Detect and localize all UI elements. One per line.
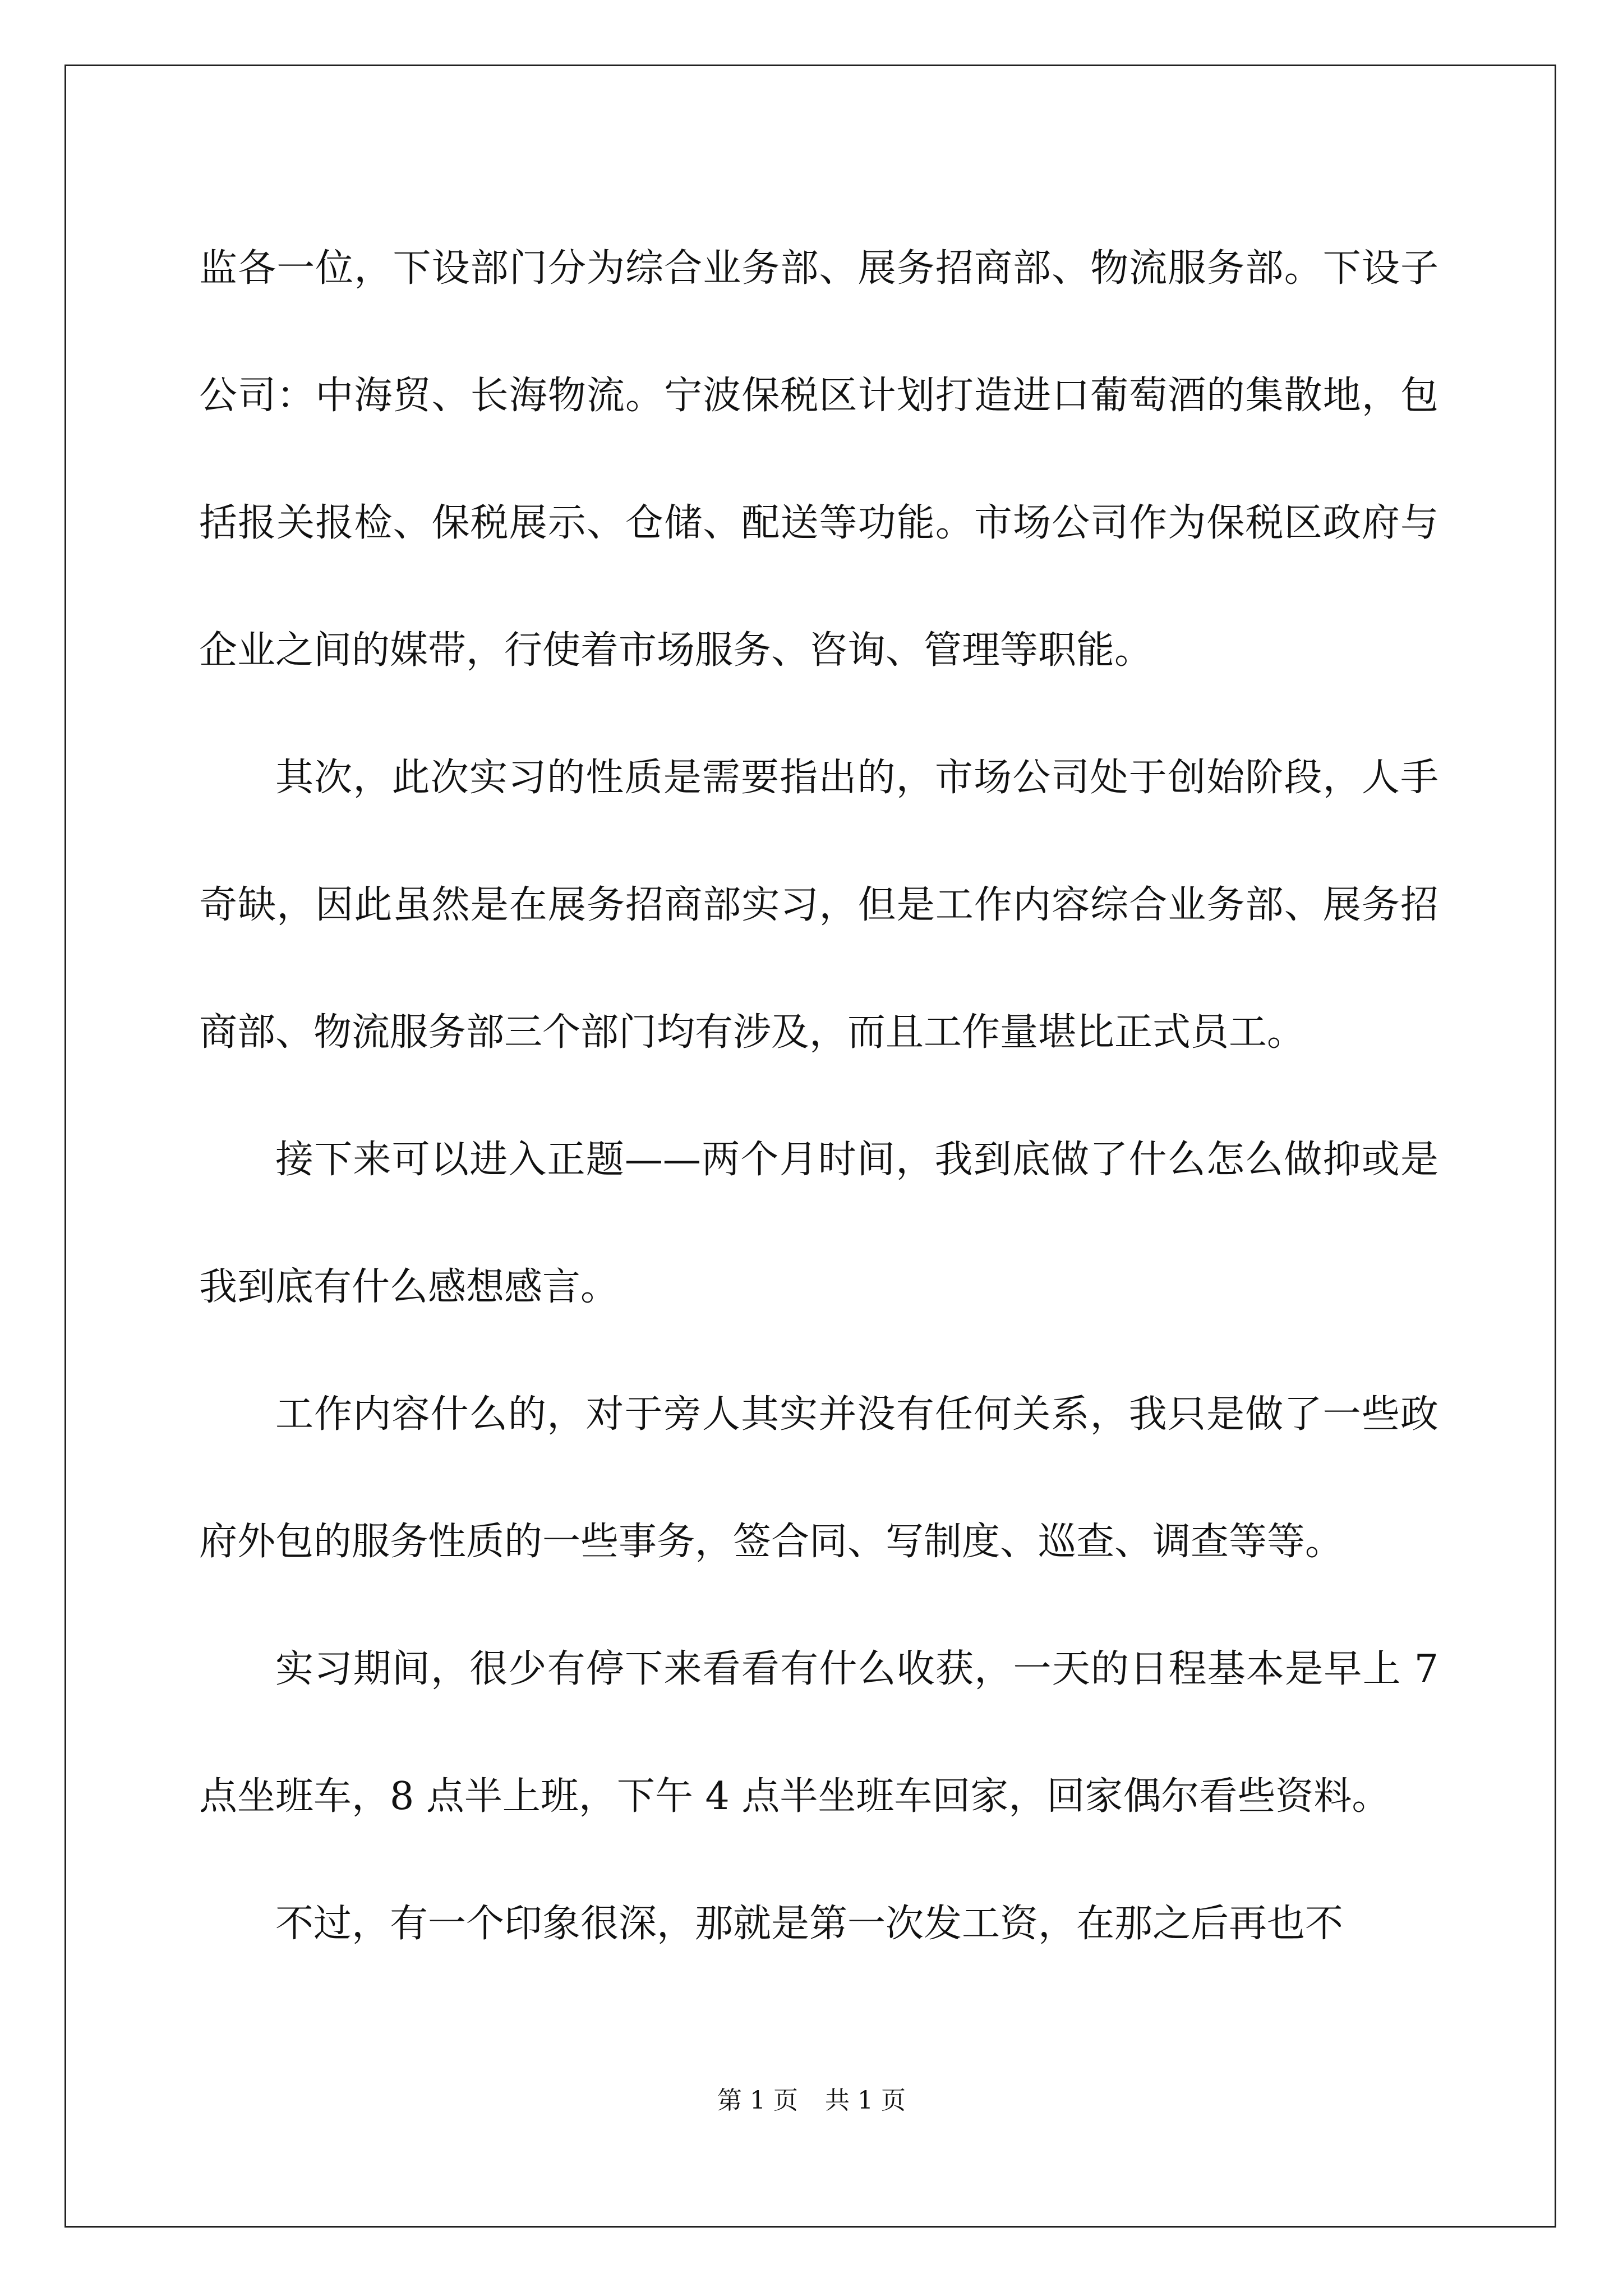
paragraph-6: 不过，有一个印象很深，那就是第一次发工资，在那之后再也不 bbox=[275, 1902, 1344, 1946]
paragraph-1: 监各一位，下设部门分为综合业务部、展务招商部、物流服务部。下设子公司：中海贸、长海物流。宁波保税区计划打造进口葡萄酒的集散地，包括报关报检、保税展示、仓储、配送等功能。市场公司作为保税区政府与企业之间的媒带，行使着市场服务、咨询、管理等职能。 bbox=[199, 246, 1438, 673]
paragraph-5: 实习期间，很少有停下来看看有什么收获，一天的日程基本是早上 7 点坐班车，8 点半上班，下午 4 点半坐班车回家，回家偶尔看些资料。 bbox=[199, 1647, 1438, 1819]
document-body bbox=[199, 205, 1438, 1987]
page-number: 第 1 页 bbox=[717, 2086, 798, 2115]
paragraph-3: 接下来可以进入正题——两个月时间，我到底做了什么怎么做抑或是我到底有什么感想感言。 bbox=[199, 1138, 1438, 1309]
page-total: 共 1 页 bbox=[825, 2086, 906, 2115]
paragraph-2: 其次，此次实习的性质是需要指出的，市场公司处于创始阶段，人手奇缺，因此虽然是在展务招商部实习，但是工作内容综合业务部、展务招商部、物流服务部三个部门均有涉及，而且工作量堪比正式员工。 bbox=[199, 756, 1438, 1055]
page-footer bbox=[0, 2084, 1623, 2118]
paragraph-4: 工作内容什么的，对于旁人其实并没有任何关系，我只是做了一些政府外包的服务性质的一些事务，签合同、写制度、巡查、调查等等。 bbox=[199, 1392, 1438, 1564]
